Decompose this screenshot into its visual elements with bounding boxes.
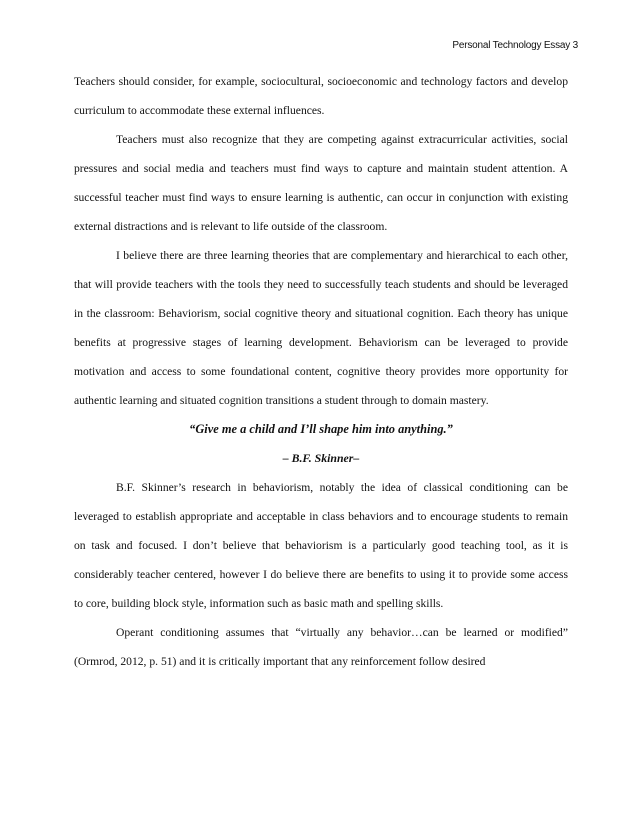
paragraph-5: Operant conditioning assumes that “virtually any behavior…can be learned or modified” (Ormrod, 2012, p. 51) and it is critically important that any reinforcement follow desired xyxy=(74,626,568,668)
paragraph-4: B.F. Skinner’s research in behaviorism, notably the idea of classical conditioning can be leveraged to establish appropriate and acceptable in class behaviors and to encourage students to remain on task and focused. I don’t believe that behaviorism is a particularly good teaching tool, as it is considerably teacher centered, however I do believe there are benefits to using it to provide some access to core, building block style, information such as basic math and spelling skills. xyxy=(74,481,568,610)
paragraph-2: Teachers must also recognize that they are competing against extracurricular activities, social pressures and social media and teachers must find ways to capture and maintain student attention. A successful teacher must find ways to ensure learning is authentic, can occur in conjunction with existing external distractions and is relevant to life outside of the classroom. xyxy=(74,133,568,233)
epigraph-attribution: – B.F. Skinner– xyxy=(282,451,360,465)
epigraph-quote: “Give me a child and I’ll shape him into anything.” xyxy=(189,422,453,436)
running-head: Personal Technology Essay 3 xyxy=(452,40,578,51)
paragraph-3: I believe there are three learning theories that are complementary and hierarchical to each other, that will provide teachers with the tools they need to successfully teach students and should be leveraged in the classroom: Behaviorism, social cognitive theory and situational cognition. Each theory has unique benefits at progressive stages of learning development. Behaviorism can be leveraged to provide motivation and access to some foundational content, cognitive theory provides more opportunity for authentic learning and situated cognition transitions a student through to domain mastery. xyxy=(74,249,568,407)
essay-body xyxy=(74,67,568,676)
paragraph-1: Teachers should consider, for example, sociocultural, socioeconomic and technology factors and develop curriculum to accommodate these external influences. xyxy=(74,75,568,117)
